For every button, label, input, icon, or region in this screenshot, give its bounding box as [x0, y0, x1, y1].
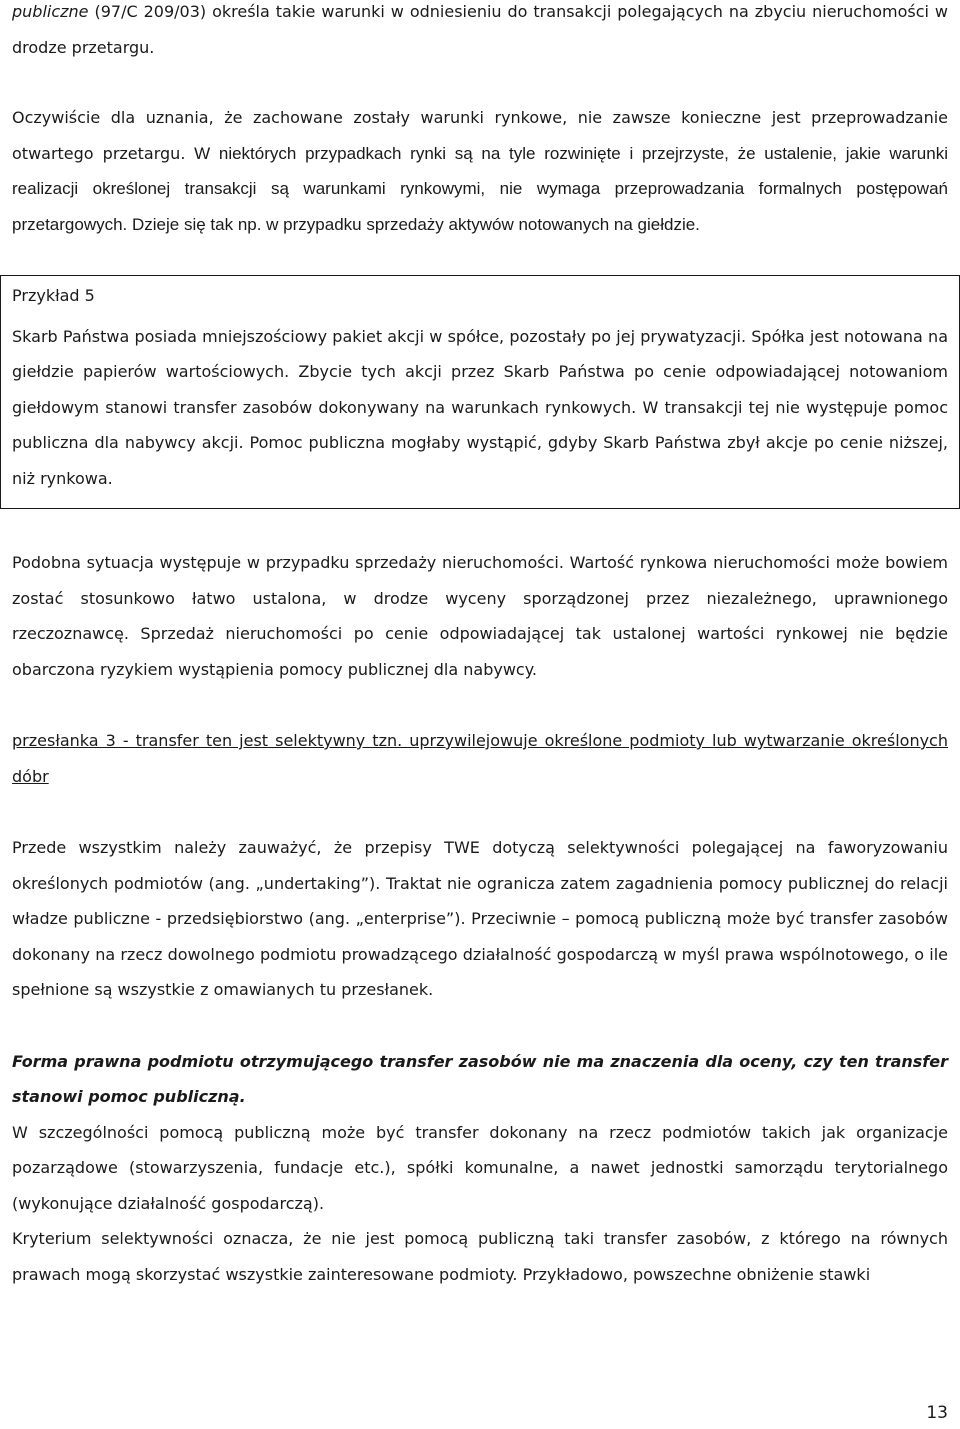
- paragraph-real-estate: Podobna sytuacja występuje w przypadku sprzedaży nieruchomości. Wartość rynkowa nieruchomości może bowiem zostać stosunkowo łatwo ustalona, w drodze wyceny sporządzonej przez niezależnego, uprawnionego rzeczoznawcę. Sprzedaż nieruchomości po cenie odpowiadającej tak ustalonej wartości rynkowej nie będzie obarczona ryzykiem wystąpienia pomocy publicznej dla nabywcy.: [12, 553, 948, 679]
- document-page: [12, 0, 948, 1292]
- premise-3-heading: przesłanka 3 - transfer ten jest selektywny tzn. uprzywilejowuje określone podmioty lub wytwarzanie określonych dóbr: [12, 731, 948, 786]
- paragraph-market-conditions-a: Oczywiście dla uznania, że zachowane zostały warunki rynkowe, nie zawsze konieczne jest przeprowadzanie otwartego przetargu.: [12, 108, 948, 163]
- paragraph-examples: W szczególności pomocą publiczną może być transfer dokonany na rzecz podmiotów takich jak organizacje pozarządowe (stowarzyszenia, fundacje etc.), spółki komunalne, a nawet jednostki samorządu terytorialnego (wykonujące działalność gospodarczą).: [12, 1122, 948, 1213]
- page-number: 13: [926, 1403, 948, 1423]
- italic-term: publiczne: [12, 2, 89, 21]
- example-body: Skarb Państwa posiada mniejszościowy pakiet akcji w spółce, pozostały po jej prywatyzacji. Spółka jest notowana na giełdzie papierów wartościowych. Zbycie tych akcji przez Skarb Państwa po cenie odpowiadającej notowaniom giełdowym stanowi transfer zasobów dokonywany na warunkach rynkowych. W transakcji tej nie występuje pomoc publiczna dla nabywcy akcji. Pomoc publiczna mogłaby wystąpić, gdyby Skarb Państwa zbył akcje po cenie niższej, niż rynkowa.: [12, 326, 948, 488]
- bold-italic-heading: Forma prawna podmiotu otrzymującego transfer zasobów nie ma znaczenia dla oceny, czy ten transfer stanowi pomoc publiczną.: [12, 1051, 948, 1106]
- paragraph-market-conditions-b: W niektórych przypadkach rynki są na tyle rozwinięte i przejrzyste, że ustalenie, jakie warunki realizacji określonej transakcji są warunkami rynkowymi, nie wymaga przeprowadzania formalnych postępowań przetargowych. Dzieje się tak np. w przypadku sprzedaży aktywów notowanych na giełdzie.: [12, 143, 948, 234]
- paragraph-intro-text: (97/C 209/03) określa takie warunki w odniesieniu do transakcji polegających na zbyciu nieruchomości w drodze przetargu.: [12, 2, 948, 57]
- example-title: Przykład 5: [12, 286, 95, 305]
- paragraph-market-conditions: [12, 100, 948, 242]
- paragraph-selectivity: Przede wszystkim należy zauważyć, że przepisy TWE dotyczą selektywności polegającej na faworyzowaniu określonych podmiotów (ang. „undertaking”). Traktat nie ogranicza zatem zagadnienia pomocy publicznej do relacji władze publiczne - przedsiębiorstwo (ang. „enterprise”). Przeciwnie – pomocą publiczną może być transfer zasobów dokonany na rzecz dowolnego podmiotu prowadzącego działalność gospodarczą w myśl prawa wspólnotowego, o ile spełnione są wszystkie z omawianych tu przesłanek.: [12, 838, 948, 999]
- paragraph-intro: [12, 0, 948, 65]
- example-box: [0, 275, 960, 509]
- paragraph-criterion: Kryterium selektywności oznacza, że nie jest pomocą publiczną taki transfer zasobów, z którego na równych prawach mogą skorzystać wszystkie zainteresowane podmioty. Przykładowo, powszechne obniżenie stawki: [12, 1229, 948, 1284]
